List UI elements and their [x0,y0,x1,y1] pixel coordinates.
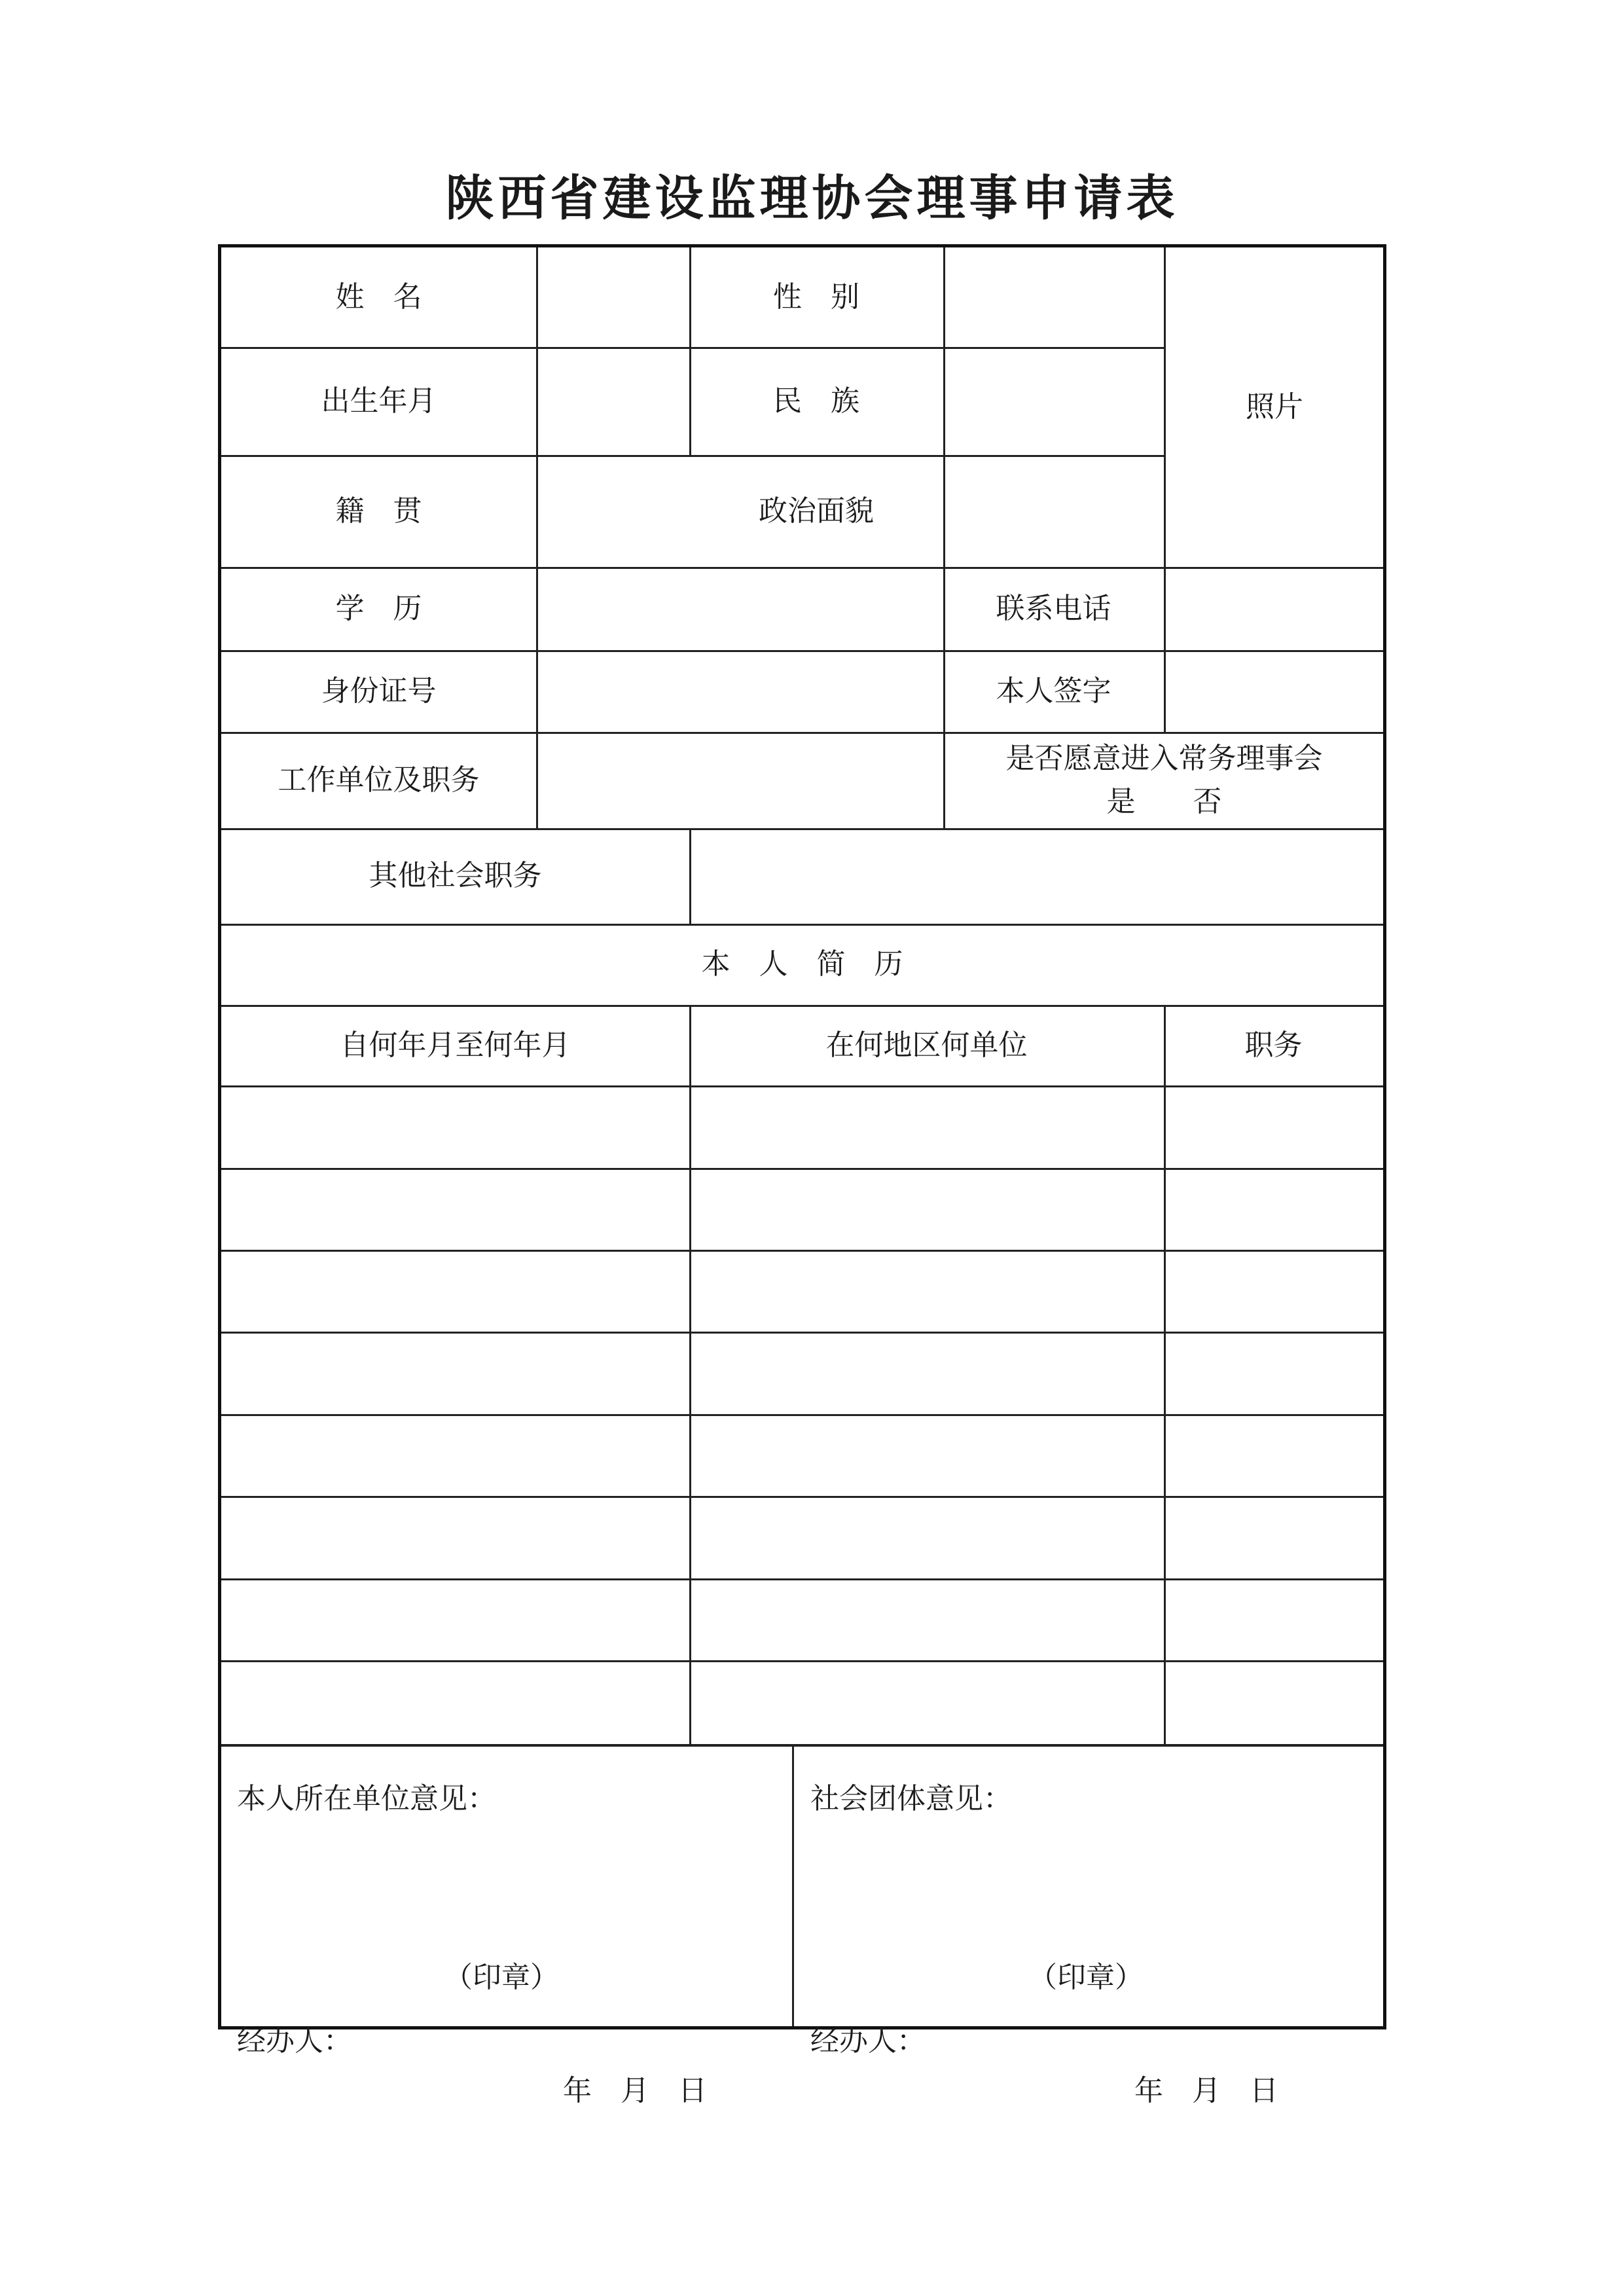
education-label: 学 历 [335,591,422,625]
resume-column-period: 自何年月至何年月 [340,1028,571,1062]
photo-area[interactable]: 照片 [1246,390,1303,424]
birth-field[interactable] [538,347,689,455]
other-positions-label: 其他社会职务 [369,859,542,892]
resume-row-position[interactable] [1166,1498,1383,1578]
work-unit-field[interactable] [538,732,943,828]
resume-heading: 本 人 简 历 [701,947,903,981]
society-seal-label: （印章） [1028,1961,1144,1994]
unit-handler-label: 经办人： [237,2024,352,2058]
native-place-field[interactable] [538,455,689,567]
signature-label: 本人签字 [996,674,1111,708]
row-line [221,1660,1383,1662]
resume-column-position: 职务 [1244,1028,1303,1062]
unit-date-label: 年 月 日 [563,2074,707,2107]
phone-label: 联系电话 [996,591,1111,625]
resume-row-period[interactable] [221,1498,689,1578]
id-number-field[interactable] [538,650,943,732]
resume-row-position[interactable] [1166,1416,1383,1496]
resume-row-unit[interactable] [691,1580,1164,1660]
resume-row-period[interactable] [221,1252,689,1332]
education-field[interactable] [538,567,943,650]
phone-field[interactable] [1166,567,1383,650]
society-handler-label: 经办人： [810,2024,926,2058]
resume-row-unit[interactable] [691,1252,1164,1332]
form-title: 陕西省建设监理协会理事申请表 [445,170,1179,227]
society-opinion-label: 社会团体意见： [810,1782,1012,1815]
standing-council-option[interactable] [945,732,1383,828]
resume-row-position[interactable] [1166,1087,1383,1168]
resume-column-unit: 在何地区何单位 [825,1028,1028,1062]
unit-opinion-label: 本人所在单位意见： [237,1782,496,1815]
resume-row-period[interactable] [221,1334,689,1414]
society-date-label: 年 月 日 [1134,2074,1278,2107]
resume-row-period[interactable] [221,1416,689,1496]
resume-row-unit[interactable] [691,1498,1164,1578]
society-opinion-block[interactable] [794,1747,1383,2107]
id-number-label: 身份证号 [321,674,437,708]
name-field[interactable] [538,247,689,347]
yes-no-choice[interactable]: 是 否 [1106,784,1222,818]
resume-row-period[interactable] [221,1580,689,1660]
resume-row-unit[interactable] [691,1170,1164,1250]
birth-label: 出生年月 [321,384,437,418]
resume-row-unit[interactable] [691,1334,1164,1414]
work-unit-label: 工作单位及职务 [278,763,480,797]
resume-row-position[interactable] [1166,1252,1383,1332]
standing-council-question: 是否愿意进入常务理事会 [1005,741,1323,775]
other-positions-field[interactable] [691,828,1383,924]
native-place-label: 籍 贯 [335,494,422,528]
application-form [218,244,1386,2107]
gender-label: 性 别 [773,280,859,314]
unit-seal-label: （印章） [444,1961,559,1994]
resume-row-period[interactable] [221,1170,689,1250]
political-status-label: 政治面貌 [759,494,874,528]
ethnicity-label: 民 族 [773,384,859,418]
political-status-field[interactable] [945,455,1164,567]
resume-row-unit[interactable] [691,1416,1164,1496]
resume-row-period[interactable] [221,1087,689,1168]
name-label: 姓 名 [335,280,422,314]
resume-row-unit[interactable] [691,1087,1164,1168]
resume-row-position[interactable] [1166,1580,1383,1660]
resume-row-position[interactable] [1166,1170,1383,1250]
unit-opinion-block[interactable] [221,1747,792,2107]
ethnicity-field[interactable] [945,347,1164,455]
resume-row-position[interactable] [1166,1334,1383,1414]
gender-field[interactable] [945,247,1164,347]
signature-field[interactable] [1166,650,1383,732]
